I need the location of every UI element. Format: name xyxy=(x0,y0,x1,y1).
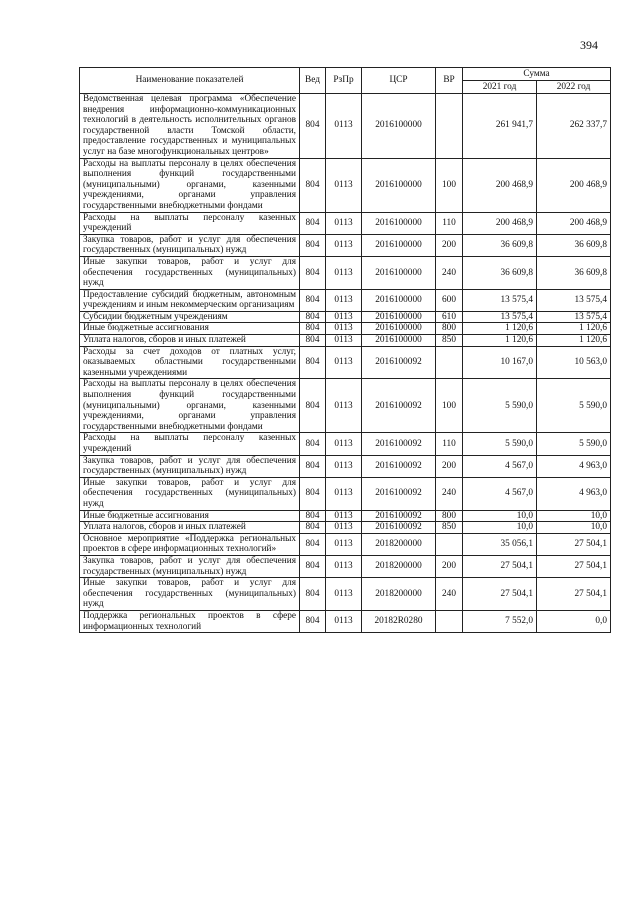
row-vr-cell: 100 xyxy=(436,158,463,212)
row-vr-cell: 610 xyxy=(436,311,463,323)
header-rzpr: РзПр xyxy=(326,68,362,94)
row-amount-2022-cell: 4 963,0 xyxy=(537,477,611,510)
row-amount-2021-cell: 27 504,1 xyxy=(463,555,537,577)
table-row xyxy=(80,510,611,522)
row-csr-cell: 2016100000 xyxy=(362,311,436,323)
row-amount-2021-cell: 10 167,0 xyxy=(463,346,537,379)
row-amount-2021-cell: 7 552,0 xyxy=(463,610,537,632)
row-amount-2021-cell: 261 941,7 xyxy=(463,94,537,159)
row-vr-cell: 240 xyxy=(436,477,463,510)
row-csr-cell: 2016100092 xyxy=(362,455,436,477)
row-csr-cell: 2018200000 xyxy=(362,555,436,577)
row-amount-2021-cell: 13 575,4 xyxy=(463,311,537,323)
row-rzpr-cell: 0113 xyxy=(326,433,362,455)
row-amount-2022-cell: 0,0 xyxy=(537,610,611,632)
row-ved-cell: 804 xyxy=(300,234,326,256)
row-rzpr-cell: 0113 xyxy=(326,158,362,212)
row-csr-cell: 20182R0280 xyxy=(362,610,436,632)
row-rzpr-cell: 0113 xyxy=(326,578,362,611)
row-amount-2022-cell: 5 590,0 xyxy=(537,379,611,433)
row-vr-cell: 600 xyxy=(436,289,463,311)
row-name-cell: Поддержка региональных проектов в сфере информационных технологий xyxy=(80,610,300,632)
row-vr-cell: 100 xyxy=(436,379,463,433)
row-name-cell: Закупка товаров, работ и услуг для обеспечения государственных (муниципальных) нужд xyxy=(80,234,300,256)
row-ved-cell: 804 xyxy=(300,379,326,433)
row-amount-2021-cell: 4 567,0 xyxy=(463,455,537,477)
row-ved-cell: 804 xyxy=(300,323,326,335)
row-rzpr-cell: 0113 xyxy=(326,212,362,234)
row-ved-cell: 804 xyxy=(300,311,326,323)
table-row xyxy=(80,477,611,510)
row-csr-cell: 2016100000 xyxy=(362,335,436,347)
row-ved-cell: 804 xyxy=(300,346,326,379)
row-name-cell: Основное мероприятие «Поддержка региональных проектов в сфере информационных технологий» xyxy=(80,533,300,555)
row-rzpr-cell: 0113 xyxy=(326,610,362,632)
row-amount-2021-cell: 27 504,1 xyxy=(463,578,537,611)
row-amount-2021-cell: 10,0 xyxy=(463,510,537,522)
row-ved-cell: 804 xyxy=(300,477,326,510)
row-ved-cell: 804 xyxy=(300,610,326,632)
row-csr-cell: 2016100000 xyxy=(362,234,436,256)
row-ved-cell: 804 xyxy=(300,510,326,522)
row-csr-cell: 2018200000 xyxy=(362,578,436,611)
row-ved-cell: 804 xyxy=(300,256,326,289)
row-amount-2022-cell: 10,0 xyxy=(537,510,611,522)
row-vr-cell: 240 xyxy=(436,578,463,611)
table-row xyxy=(80,533,611,555)
table-row xyxy=(80,555,611,577)
row-amount-2021-cell: 4 567,0 xyxy=(463,477,537,510)
row-amount-2022-cell: 27 504,1 xyxy=(537,578,611,611)
row-amount-2022-cell: 200 468,9 xyxy=(537,158,611,212)
header-vr: ВР xyxy=(436,68,463,94)
row-name-cell: Уплата налогов, сборов и иных платежей xyxy=(80,522,300,534)
row-name-cell: Расходы на выплаты персоналу в целях обеспечения выполнения функций государственными (муниципальными) органами, казенными учреждениями, органами управления государственными внебюджетными фондами xyxy=(80,379,300,433)
row-rzpr-cell: 0113 xyxy=(326,335,362,347)
row-csr-cell: 2016100092 xyxy=(362,379,436,433)
row-ved-cell: 804 xyxy=(300,455,326,477)
row-vr-cell: 850 xyxy=(436,522,463,534)
page-number: 394 xyxy=(580,38,598,52)
row-amount-2022-cell: 27 504,1 xyxy=(537,555,611,577)
row-csr-cell: 2018200000 xyxy=(362,533,436,555)
row-name-cell: Расходы на выплаты персоналу в целях обеспечения выполнения функций государственными (муниципальными) органами, казенными учреждениями, органами управления государственными внебюджетными фондами xyxy=(80,158,300,212)
row-rzpr-cell: 0113 xyxy=(326,94,362,159)
table-row xyxy=(80,335,611,347)
row-name-cell: Закупка товаров, работ и услуг для обеспечения государственных (муниципальных) нужд xyxy=(80,555,300,577)
table-row xyxy=(80,522,611,534)
row-rzpr-cell: 0113 xyxy=(326,346,362,379)
row-csr-cell: 2016100000 xyxy=(362,256,436,289)
header-name: Наименование показателей xyxy=(80,68,300,94)
row-vr-cell: 110 xyxy=(436,212,463,234)
table-row xyxy=(80,212,611,234)
row-amount-2021-cell: 13 575,4 xyxy=(463,289,537,311)
row-ved-cell: 804 xyxy=(300,533,326,555)
row-vr-cell xyxy=(436,346,463,379)
row-vr-cell: 200 xyxy=(436,555,463,577)
row-ved-cell: 804 xyxy=(300,522,326,534)
header-ved: Вед xyxy=(300,68,326,94)
row-name-cell: Расходы на выплаты персоналу казенных учреждений xyxy=(80,212,300,234)
row-amount-2021-cell: 5 590,0 xyxy=(463,379,537,433)
row-amount-2021-cell: 200 468,9 xyxy=(463,158,537,212)
table-header xyxy=(80,68,611,94)
row-rzpr-cell: 0113 xyxy=(326,379,362,433)
table-row xyxy=(80,578,611,611)
row-amount-2022-cell: 200 468,9 xyxy=(537,212,611,234)
table-row xyxy=(80,234,611,256)
row-ved-cell: 804 xyxy=(300,555,326,577)
row-rzpr-cell: 0113 xyxy=(326,522,362,534)
row-rzpr-cell: 0113 xyxy=(326,510,362,522)
row-amount-2022-cell: 27 504,1 xyxy=(537,533,611,555)
row-name-cell: Иные закупки товаров, работ и услуг для обеспечения государственных (муниципальных) нужд xyxy=(80,256,300,289)
row-amount-2022-cell: 36 609,8 xyxy=(537,234,611,256)
table-row xyxy=(80,346,611,379)
row-vr-cell: 240 xyxy=(436,256,463,289)
row-name-cell: Иные закупки товаров, работ и услуг для обеспечения государственных (муниципальных) нужд xyxy=(80,477,300,510)
row-amount-2021-cell: 5 590,0 xyxy=(463,433,537,455)
row-rzpr-cell: 0113 xyxy=(326,555,362,577)
row-vr-cell: 800 xyxy=(436,510,463,522)
budget-table xyxy=(79,67,611,633)
header-year-2021: 2021 год xyxy=(463,81,537,94)
row-amount-2022-cell: 10 563,0 xyxy=(537,346,611,379)
row-name-cell: Иные бюджетные ассигнования xyxy=(80,323,300,335)
row-ved-cell: 804 xyxy=(300,289,326,311)
row-name-cell: Иные закупки товаров, работ и услуг для обеспечения государственных (муниципальных) нужд xyxy=(80,578,300,611)
row-csr-cell: 2016100092 xyxy=(362,510,436,522)
table-row xyxy=(80,311,611,323)
row-amount-2022-cell: 1 120,6 xyxy=(537,323,611,335)
row-amount-2021-cell: 1 120,6 xyxy=(463,335,537,347)
row-amount-2022-cell: 5 590,0 xyxy=(537,433,611,455)
row-vr-cell: 200 xyxy=(436,234,463,256)
table-row xyxy=(80,455,611,477)
row-name-cell: Расходы на выплаты персоналу казенных учреждений xyxy=(80,433,300,455)
row-amount-2021-cell: 200 468,9 xyxy=(463,212,537,234)
row-amount-2021-cell: 35 056,1 xyxy=(463,533,537,555)
row-amount-2022-cell: 262 337,7 xyxy=(537,94,611,159)
row-csr-cell: 2016100000 xyxy=(362,323,436,335)
header-sum: Сумма xyxy=(463,68,611,81)
row-rzpr-cell: 0113 xyxy=(326,311,362,323)
table-row xyxy=(80,289,611,311)
row-vr-cell: 800 xyxy=(436,323,463,335)
row-csr-cell: 2016100092 xyxy=(362,477,436,510)
table-row xyxy=(80,433,611,455)
row-csr-cell: 2016100000 xyxy=(362,158,436,212)
row-ved-cell: 804 xyxy=(300,212,326,234)
row-rzpr-cell: 0113 xyxy=(326,455,362,477)
header-year-2022: 2022 год xyxy=(537,81,611,94)
row-rzpr-cell: 0113 xyxy=(326,477,362,510)
row-rzpr-cell: 0113 xyxy=(326,289,362,311)
row-vr-cell xyxy=(436,533,463,555)
row-name-cell: Уплата налогов, сборов и иных платежей xyxy=(80,335,300,347)
row-rzpr-cell: 0113 xyxy=(326,323,362,335)
row-vr-cell xyxy=(436,610,463,632)
row-amount-2022-cell: 4 963,0 xyxy=(537,455,611,477)
row-vr-cell: 200 xyxy=(436,455,463,477)
table-row xyxy=(80,379,611,433)
row-ved-cell: 804 xyxy=(300,335,326,347)
row-amount-2022-cell: 13 575,4 xyxy=(537,311,611,323)
row-name-cell: Расходы за счет доходов от платных услуг, оказываемых областными государственными казенными учреждениями xyxy=(80,346,300,379)
row-ved-cell: 804 xyxy=(300,94,326,159)
row-name-cell: Предоставление субсидий бюджетным, автономным учреждениям и иным некоммерческим организациям xyxy=(80,289,300,311)
row-rzpr-cell: 0113 xyxy=(326,256,362,289)
table-row xyxy=(80,94,611,159)
table-body xyxy=(80,94,611,633)
row-ved-cell: 804 xyxy=(300,433,326,455)
table-row xyxy=(80,610,611,632)
row-vr-cell xyxy=(436,94,463,159)
row-vr-cell: 110 xyxy=(436,433,463,455)
row-amount-2022-cell: 10,0 xyxy=(537,522,611,534)
row-amount-2021-cell: 36 609,8 xyxy=(463,256,537,289)
row-vr-cell: 850 xyxy=(436,335,463,347)
table-row xyxy=(80,256,611,289)
row-name-cell: Ведомственная целевая программа «Обеспечение внедрения информационно-коммуникационных технологий в деятельность исполнительных органов государственной власти Томской области, предоставление государственных и муниципальных услуг на базе многофункциональных центров» xyxy=(80,94,300,159)
row-name-cell: Закупка товаров, работ и услуг для обеспечения государственных (муниципальных) нужд xyxy=(80,455,300,477)
row-amount-2021-cell: 1 120,6 xyxy=(463,323,537,335)
table-row xyxy=(80,158,611,212)
row-csr-cell: 2016100092 xyxy=(362,522,436,534)
row-name-cell: Иные бюджетные ассигнования xyxy=(80,510,300,522)
table-row xyxy=(80,323,611,335)
header-csr: ЦСР xyxy=(362,68,436,94)
row-rzpr-cell: 0113 xyxy=(326,533,362,555)
row-amount-2021-cell: 10,0 xyxy=(463,522,537,534)
row-ved-cell: 804 xyxy=(300,578,326,611)
row-csr-cell: 2016100092 xyxy=(362,346,436,379)
row-amount-2022-cell: 36 609,8 xyxy=(537,256,611,289)
row-csr-cell: 2016100000 xyxy=(362,94,436,159)
row-rzpr-cell: 0113 xyxy=(326,234,362,256)
row-csr-cell: 2016100000 xyxy=(362,212,436,234)
row-csr-cell: 2016100092 xyxy=(362,433,436,455)
row-name-cell: Субсидии бюджетным учреждениям xyxy=(80,311,300,323)
row-ved-cell: 804 xyxy=(300,158,326,212)
row-amount-2022-cell: 13 575,4 xyxy=(537,289,611,311)
row-csr-cell: 2016100000 xyxy=(362,289,436,311)
row-amount-2021-cell: 36 609,8 xyxy=(463,234,537,256)
row-amount-2022-cell: 1 120,6 xyxy=(537,335,611,347)
